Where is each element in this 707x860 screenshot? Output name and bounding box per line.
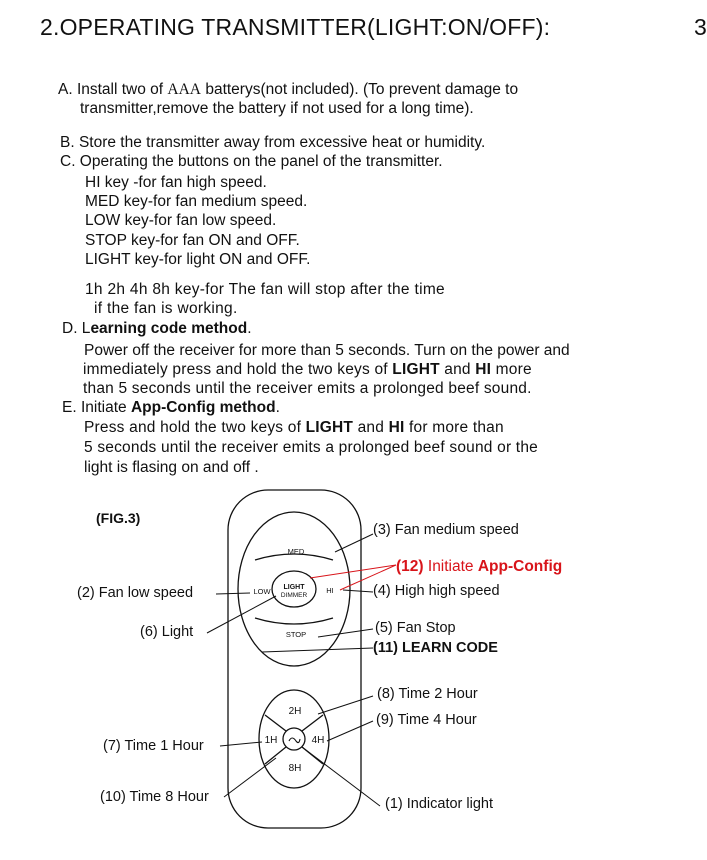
callout-app-config: (12) Initiate App-Config [396, 558, 563, 575]
timer-keys-line2: if the fan is working. [94, 300, 238, 317]
callout-learn-code: (11) LEARN CODE [373, 640, 498, 656]
callout-time-4h: (9) Time 4 Hour [376, 712, 477, 728]
leader-11 [262, 648, 373, 652]
time-2h-button[interactable]: 2H [288, 706, 302, 717]
page-title: 2.OPERATING TRANSMITTER(LIGHT:ON/OFF): [40, 14, 551, 40]
key-low-description: LOW key-for fan low speed. [85, 212, 277, 229]
leader-7 [220, 742, 262, 746]
leader-10 [224, 758, 276, 797]
key-stop-description: STOP key-for fan ON and OFF. [85, 232, 300, 249]
time-4h-button[interactable]: 4H [311, 735, 325, 746]
instruction-d-line1: Power off the receiver for more than 5 seconds. Turn on the power and [84, 342, 570, 359]
leader-5 [318, 629, 373, 637]
leader-1 [302, 747, 380, 806]
stop-button[interactable]: STOP [285, 630, 307, 639]
callout-time-8h: (10) Time 8 Hour [100, 789, 209, 805]
leader-4 [343, 590, 373, 592]
callout-fan-medium: (3) Fan medium speed [373, 522, 519, 538]
leader-2 [216, 593, 250, 594]
dimmer-button-label[interactable]: DIMMER [280, 592, 308, 599]
leader-8 [318, 696, 373, 714]
key-hi-description: HI key -for fan high speed. [85, 174, 267, 191]
callout-high-speed: (4) High high speed [373, 583, 500, 599]
timer-keys-line1: 1h 2h 4h 8h key-for The fan will stop after the time [85, 281, 445, 298]
leader-6 [207, 596, 276, 633]
instruction-d-line3: than 5 seconds until the receiver emits a prolonged beef sound. [83, 380, 532, 397]
instruction-e-line2: 5 seconds until the receiver emits a prolonged beef sound or the [84, 439, 538, 456]
leader-9 [327, 721, 373, 741]
figure-label: (FIG.3) [96, 510, 141, 526]
instruction-e-line1: Press and hold the two keys of LIGHT and HI for more than [84, 419, 504, 436]
instruction-e-line3: light is flasing on and off . [84, 459, 259, 476]
key-med-description: MED key-for fan medium speed. [85, 193, 308, 210]
instruction-e-heading: E. Initiate App-Config method. [62, 399, 280, 416]
callout-light: (6) Light [140, 624, 194, 640]
leader-3 [335, 534, 373, 552]
key-light-description: LIGHT key-for light ON and OFF. [85, 251, 311, 268]
time-8h-button[interactable]: 8H [288, 763, 302, 774]
callout-fan-stop: (5) Fan Stop [375, 620, 456, 636]
remote-body [228, 490, 361, 828]
light-button-label[interactable]: LIGHT [283, 584, 305, 591]
instruction-d-heading: D. Learning code method. [62, 320, 252, 337]
page-number-fragment: 3 [694, 14, 707, 40]
callout-time-1h: (7) Time 1 Hour [103, 738, 204, 754]
instruction-c-heading: C. Operating the buttons on the panel of the transmitter. [60, 153, 443, 170]
low-button[interactable]: LOW [253, 587, 271, 596]
instruction-b: B. Store the transmitter away from excessive heat or humidity. [60, 134, 486, 151]
instruction-a-line2: transmitter,remove the battery if not used for a long time). [80, 100, 474, 117]
callout-fan-low: (2) Fan low speed [77, 585, 194, 601]
med-button[interactable]: MED [287, 547, 305, 556]
hi-button[interactable]: HI [326, 586, 334, 595]
time-1h-button[interactable]: 1H [264, 735, 278, 746]
instruction-d-line2: immediately press and hold the two keys of LIGHT and HI more [83, 361, 532, 378]
instruction-a-line1: A. Install two of AAA batterys(not included). (To prevent damage to [58, 81, 519, 98]
leader-12-light [310, 565, 396, 578]
callout-indicator-light: (1) Indicator light [385, 796, 493, 812]
callout-time-2h: (8) Time 2 Hour [377, 686, 478, 702]
